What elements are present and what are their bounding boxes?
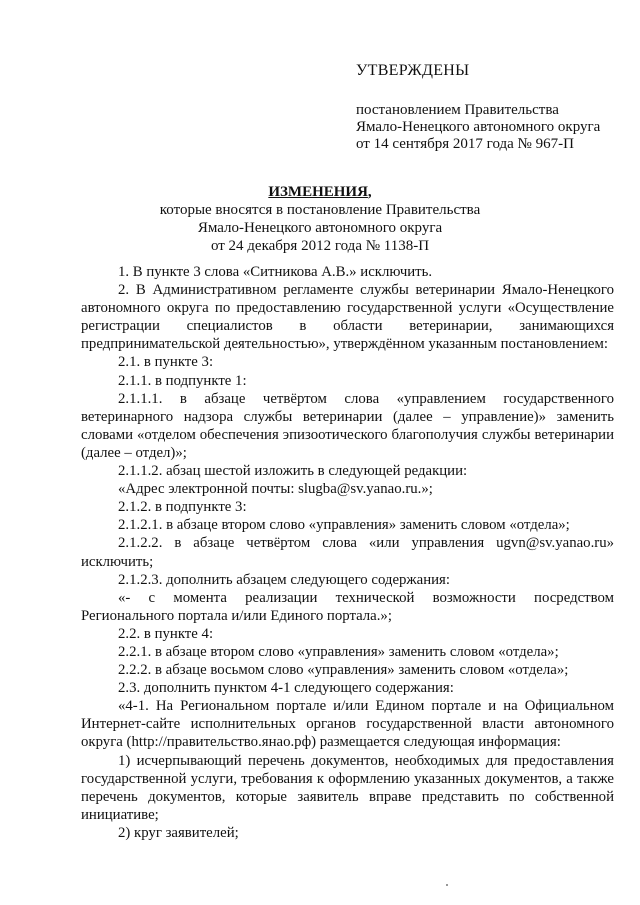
- paragraph: 2.2. в пункте 4:: [118, 625, 214, 642]
- approval-line-2: Ямало-Ненецкого автономного округа: [356, 119, 601, 135]
- paragraph: «4-1. На Региональном портале и/или Едином портале и на Официальном Интернет-сайте исполнительных органов государственной власти автономного округа (http://правительство.янао.рф) размещается следующая информация:: [81, 698, 614, 751]
- paragraph: «Адрес электронной почты: slugba@sv.yanao.ru.»;: [118, 481, 433, 498]
- document-title-suffix: ,: [367, 184, 372, 200]
- paragraph: 2.1.2.3. дополнить абзацем следующего содержания:: [118, 571, 450, 588]
- paragraph: 2.1.1. в подпункте 1:: [118, 372, 247, 389]
- paragraph: 2.2.1. в абзаце втором слово «управления» заменить словом «отдела»;: [118, 643, 559, 660]
- heading-line-3: от 24 декабря 2012 года № 1138-П: [210, 238, 430, 254]
- paragraph: 2.1.2. в подпункте 3:: [118, 499, 247, 516]
- paragraph: 2.1.2.2. в абзаце четвёртом слова «или управления ugvn@sv.yanao.ru» исключить;: [81, 535, 614, 570]
- scan-speck: [446, 884, 448, 886]
- paragraph: 2. В Административном регламенте службы ветеринарии Ямало-Ненецкого автономного округа по предоставлению государственной услуги «Осуществление регистрации специалистов в области ветеринарии, занимающихся предпринимательской деятельностью», утверждённом указанным постановлением:: [81, 282, 614, 353]
- paragraph: 2.1. в пункте 3:: [118, 354, 214, 371]
- heading-line-2: Ямало-Ненецкого автономного округа: [197, 220, 443, 236]
- paragraph: 2.3. дополнить пунктом 4-1 следующего содержания:: [118, 680, 454, 697]
- paragraph: 2.1.1.2. абзац шестой изложить в следующей редакции:: [118, 463, 468, 480]
- approval-block: [356, 62, 600, 153]
- approval-line-3: от 14 сентября 2017 года № 967-П: [356, 136, 574, 152]
- paragraph: 2) круг заявителей;: [118, 824, 239, 841]
- document-title-text: ИЗМЕНЕНИЯ: [268, 184, 368, 200]
- document-heading: [0, 183, 640, 255]
- paragraph: «- с момента реализации технической возможности посредством Регионального портала и/или Единого портала.»;: [81, 589, 614, 624]
- document-title: [0, 183, 640, 201]
- approval-line-1: постановлением Правительства: [356, 102, 559, 118]
- paragraph: 1) исчерпывающий перечень документов, необходимых для предоставления государственной услуги, требования к оформлению указанных документов, а также перечень документов, которые заявитель вправе представить по собственной инициативе;: [81, 752, 614, 823]
- document-body: [81, 263, 614, 842]
- heading-line-1: которые вносятся в постановление Правительства: [159, 202, 481, 218]
- paragraph: 1. В пункте 3 слова «Ситникова А.В.» исключить.: [118, 264, 433, 280]
- paragraph: 2.1.1.1. в абзаце четвёртом слова «управлением государственного ветеринарного надзора службы ветеринарии (далее – управление)» заменить словами «отделом обеспечения эпизоотического благополучия службы ветеринарии (далее – отдел)»;: [81, 390, 614, 461]
- approval-title: УТВЕРЖДЕНЫ: [356, 62, 470, 79]
- paragraph: 2.1.2.1. в абзаце втором слово «управления» заменить словом «отдела»;: [118, 517, 570, 534]
- paragraph: 2.2.2. в абзаце восьмом слово «управления» заменить словом «отдела»;: [118, 662, 569, 679]
